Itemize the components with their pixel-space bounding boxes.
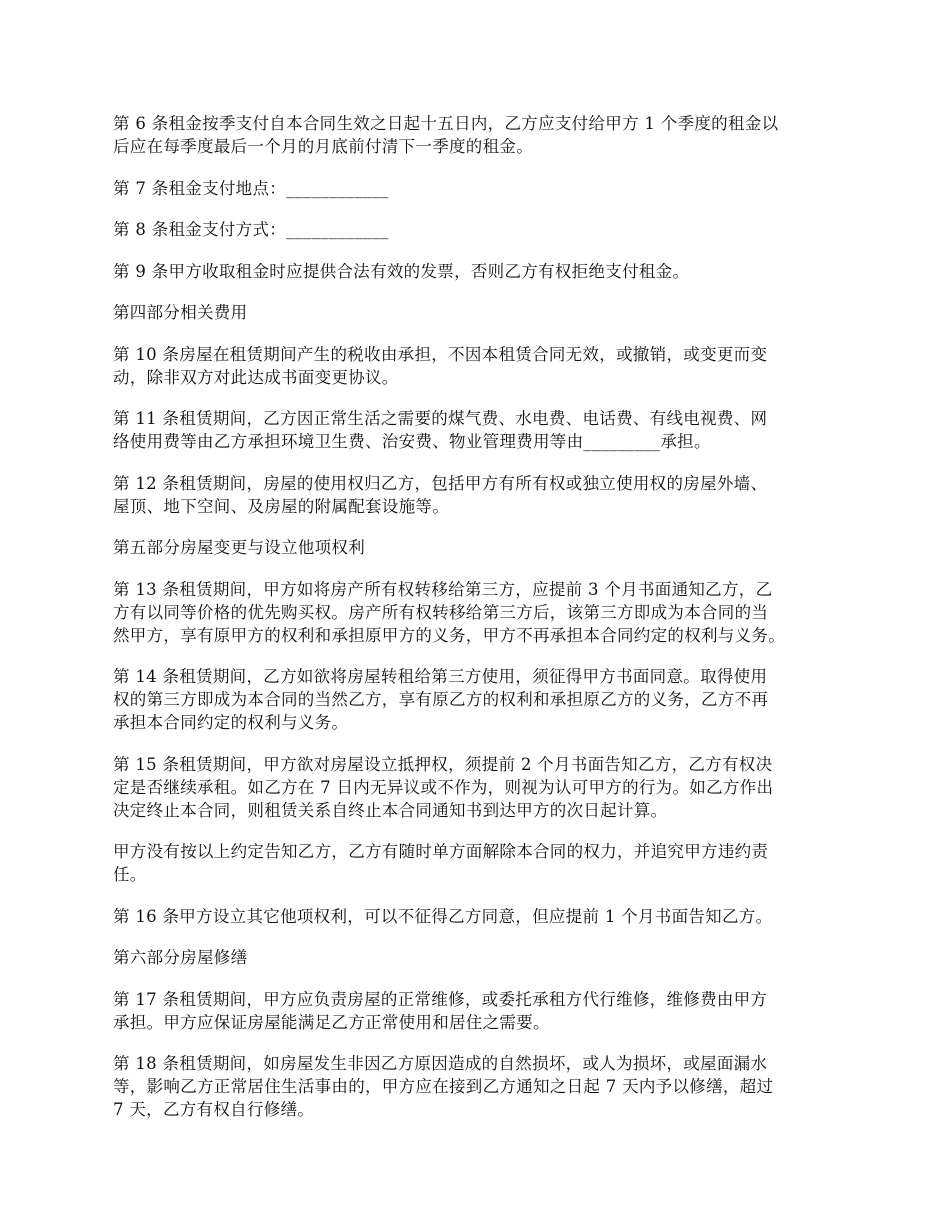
- clause-8-payment-method: 第 8 条租金支付方式：____________: [113, 220, 389, 239]
- clause-15-mortgage: 第 15 条租赁期间，甲方欲对房屋设立抵押权，须提前 2 个月书面告知乙方，乙方有权决 定是否继续承租。如乙方在 7 日内无异议或不作为，则视为认可甲方的行为。如乙方作出 决定终止本合同，则租赁关系自终止本合同通知书到达甲方的次日起计算。: [113, 754, 774, 820]
- section-heading-part-4: 第四部分相关费用: [113, 303, 248, 322]
- clause-12-usage-rights: 第 12 条租赁期间，房屋的使用权归乙方，包括甲方有所有权或独立使用权的房屋外墙、 屋顶、地下空间、及房屋的附属配套设施等。: [113, 473, 768, 516]
- section-heading-part-6: 第六部分房屋修缮: [113, 948, 248, 967]
- clause-13-ownership-transfer: 第 13 条租赁期间，甲方如将房产所有权转移给第三方，应提前 3 个月书面通知乙方，乙 方有以同等价格的优先购买权。房产所有权转移给第三方后，该第三方即成为本合同的当 然甲方，享有原甲方的权利和承担原甲方的义务，甲方不再承担本合同约定的权利与义务。: [113, 579, 785, 645]
- clause-7-payment-location: 第 7 条租金支付地点：____________: [113, 178, 389, 198]
- clause-16-other-rights: 第 16 条甲方设立其它他项权利，可以不征得乙方同意，但应提前 1 个月书面告知乙方。: [113, 906, 773, 926]
- clause-10-taxes: 第 10 条房屋在租赁期间产生的税收由承担，不因本租赁合同无效，或撤销，或变更而变 动，除非双方对此达成书面变更协议。: [113, 344, 768, 387]
- clause-6-rent-payment-schedule: 第 6 条租金按季支付自本合同生效之日起十五日内，乙方应支付给甲方 1 个季度的租金以 后应在每季度最后一个月的月底前付清下一季度的租金。: [113, 114, 779, 156]
- clause-18-repairs: 第 18 条租赁期间，如房屋发生非因乙方原因造成的自然损坏，或人为损坏，或屋面漏水 等，影响乙方正常居住生活事由的，甲方应在接到乙方通知之日起 7 天内予以修缮，超过 7 天，乙方有权自行修缮。: [113, 1054, 774, 1119]
- clause-9-invoice: 第 9 条甲方收取租金时应提供合法有效的发票，否则乙方有权拒绝支付租金。: [113, 261, 690, 281]
- section-heading-part-5: 第五部分房屋变更与设立他项权利: [113, 538, 365, 557]
- clause-15-notice-breach: 甲方没有按以上约定告知乙方，乙方有随时单方面解除本合同的权力，并追究甲方违约责 任。: [113, 842, 769, 884]
- clause-11-utility-fees: 第 11 条租赁期间，乙方因正常生活之需要的煤气费、水电费、电话费、有线电视费、网 络使用费等由乙方承担环境卫生费、治安费、物业管理费用等由_________承担。: [113, 409, 768, 451]
- clause-17-maintenance: 第 17 条租赁期间，甲方应负责房屋的正常维修，或委托承租方代行维修，维修费由甲方 承担。甲方应保证房屋能满足乙方正常使用和居住之需要。: [113, 989, 768, 1032]
- clause-14-sublease: 第 14 条租赁期间，乙方如欲将房屋转租给第三方使用，须征得甲方书面同意。取得使用 权的第三方即成为本合同的当然乙方，享有原乙方的权利和承担原乙方的义务，乙方不再 承担本合同约定的权利与义务。: [113, 667, 769, 732]
